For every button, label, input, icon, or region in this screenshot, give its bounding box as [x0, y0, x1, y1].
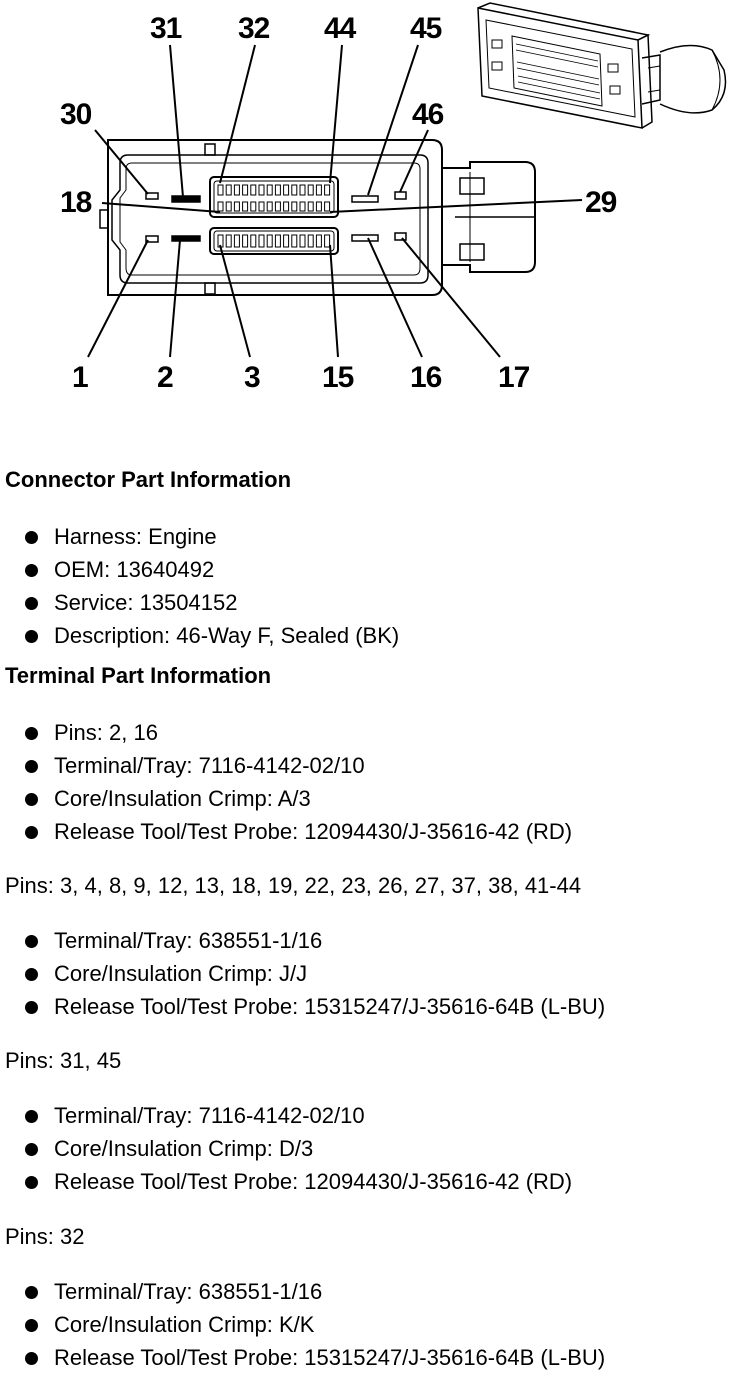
pin-label-31: 31: [150, 12, 182, 45]
connector-info-heading: Connector Part Information: [5, 467, 292, 492]
pin-cavity: [292, 185, 297, 195]
bullet-icon: [25, 1176, 38, 1189]
bullet-icon: [25, 1001, 38, 1014]
connector-info-text: Harness: Engine: [54, 524, 217, 549]
bullet-icon: [25, 793, 38, 806]
terminal-info-heading: Terminal Part Information: [5, 663, 272, 688]
pin-cavity: [234, 185, 239, 195]
terminal-info-text: Pins: 2, 16: [54, 720, 158, 745]
pin-cavity: [234, 235, 239, 247]
pin-label-30: 30: [60, 98, 92, 131]
pin-label-2: 2: [157, 361, 173, 394]
terminal-info-text: Core/Insulation Crimp: K/K: [54, 1312, 315, 1337]
pin-label-46: 46: [412, 98, 444, 131]
terminal-group-pins: Pins: 32: [5, 1224, 85, 1249]
pin-cavity: [308, 185, 313, 195]
pin-cavity: [267, 185, 272, 195]
pin-cavity: [251, 202, 256, 211]
terminal-info-text: Release Tool/Test Probe: 12094430/J-35616-42 (RD): [54, 1169, 573, 1194]
bullet-icon: [25, 968, 38, 981]
pin-cavity: [316, 235, 321, 247]
bullet-icon: [25, 1143, 38, 1156]
pin-cavity: [308, 235, 313, 247]
terminal-info-text: Release Tool/Test Probe: 12094430/J-35616-42 (RD): [54, 819, 573, 844]
bullet-icon: [25, 630, 38, 643]
pin-cavity: [308, 202, 313, 211]
pin-cavity: [259, 185, 264, 195]
bullet-icon: [25, 1352, 38, 1365]
bullet-icon: [25, 1110, 38, 1123]
pin-cavity: [243, 202, 248, 211]
terminal-info-text: Core/Insulation Crimp: A/3: [54, 786, 311, 811]
pin-cavity: [267, 235, 272, 247]
terminal-info-text: Terminal/Tray: 638551-1/16: [54, 928, 323, 953]
terminal-info-text: Terminal/Tray: 7116-4142-02/10: [54, 753, 365, 778]
bullet-icon: [25, 597, 38, 610]
bullet-icon: [25, 826, 38, 839]
connector-info-text: Description: 46-Way F, Sealed (BK): [54, 623, 400, 648]
pin-cavity: [251, 185, 256, 195]
pin-cavity: [251, 235, 256, 247]
pin-cavity: [243, 185, 248, 195]
pin-label-16: 16: [410, 361, 442, 394]
pin-cavity: [300, 235, 305, 247]
pin-cavity: [325, 185, 330, 195]
pin-cavity: [325, 202, 330, 211]
pin-cavity: [234, 202, 239, 211]
terminal-info-text: Core/Insulation Crimp: D/3: [54, 1136, 314, 1161]
pin-cavity: [316, 185, 321, 195]
pin-cavity: [300, 202, 305, 211]
bullet-icon: [25, 564, 38, 577]
pin-cavity: [275, 185, 280, 195]
pin-label-29: 29: [585, 186, 617, 219]
pin-label-3: 3: [244, 361, 260, 394]
pin-label-44: 44: [324, 12, 356, 45]
pin-cavity: [226, 185, 231, 195]
pin-cavity: [226, 235, 231, 247]
pin-label-18: 18: [60, 186, 92, 219]
pin-label-1: 1: [72, 361, 88, 394]
connector-face: [100, 140, 535, 295]
pin-cavity: [243, 235, 248, 247]
pin-label-17: 17: [498, 361, 530, 394]
pin-cavity: [275, 235, 280, 247]
bullet-icon: [25, 1319, 38, 1332]
terminal-info-text: Terminal/Tray: 638551-1/16: [54, 1279, 323, 1304]
pin-cavity: [300, 185, 305, 195]
terminal-info-text: Terminal/Tray: 7116-4142-02/10: [54, 1103, 365, 1128]
pin-cavity: [284, 235, 289, 247]
terminal-info-text: Release Tool/Test Probe: 15315247/J-35616-64B (L-BU): [54, 1345, 606, 1370]
pin-label-15: 15: [322, 361, 354, 394]
pin-cavity: [218, 185, 223, 195]
pin-label-32: 32: [238, 12, 270, 45]
bullet-icon: [25, 727, 38, 740]
bullet-icon: [25, 935, 38, 948]
pin-cavity: [325, 235, 330, 247]
pin-cavity: [275, 202, 280, 211]
connector-info-text: OEM: 13640492: [54, 557, 215, 582]
pin-cavity: [259, 235, 264, 247]
pin-cavity: [226, 202, 231, 211]
pin-cavity: [267, 202, 272, 211]
pin-cavity: [292, 235, 297, 247]
terminal-group-pins: Pins: 31, 45: [5, 1048, 122, 1073]
connector-diagram: [0, 0, 736, 420]
terminal-info-text: Core/Insulation Crimp: J/J: [54, 961, 308, 986]
pin-label-45: 45: [410, 12, 442, 45]
bullet-icon: [25, 760, 38, 773]
pin-cavity: [218, 202, 223, 211]
pin-cavity: [292, 202, 297, 211]
terminal-info-text: Release Tool/Test Probe: 15315247/J-35616-64B (L-BU): [54, 994, 606, 1019]
pin-cavity: [259, 202, 264, 211]
bullet-icon: [25, 1286, 38, 1299]
pin-cavity: [284, 185, 289, 195]
pin-cavity: [316, 202, 321, 211]
pin-cavity: [284, 202, 289, 211]
terminal-group-pins: Pins: 3, 4, 8, 9, 12, 13, 18, 19, 22, 23, 26, 27, 37, 38, 41-44: [5, 873, 582, 898]
connector-iso-view: [478, 3, 726, 128]
connector-info-text: Service: 13504152: [54, 590, 238, 615]
bullet-icon: [25, 531, 38, 544]
